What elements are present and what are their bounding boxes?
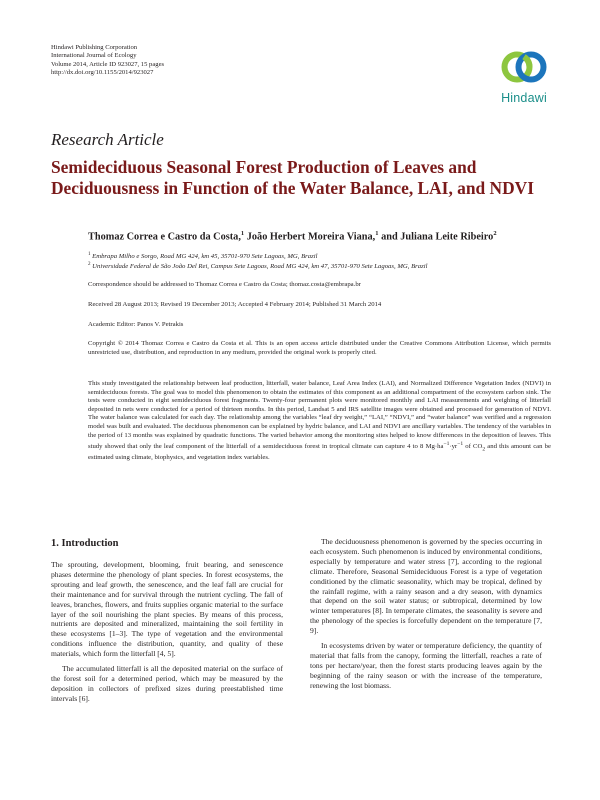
- copyright-notice: Copyright © 2014 Thomaz Correa e Castro da Costa et al. This is an open access article distributed under the Creative Commons Attribution License, which permits unrestricted use, distribution, and reproduction in any medium, provided the original work is properly cited.: [88, 340, 551, 356]
- abstract: [88, 380, 551, 463]
- title-line-1: Semideciduous Seasonal Forest Production of Leaves and: [51, 157, 477, 177]
- affiliation-1-text: Embrapa Milho e Sorgo, Road MG 424, km 45, 35701-970 Sete Lagoas, MG, Brazil: [92, 253, 318, 261]
- volume-info: Volume 2014, Article ID 923027, 15 pages: [51, 60, 165, 68]
- hindawi-logo: [496, 45, 552, 109]
- publisher-name: Hindawi Publishing Corporation: [51, 44, 138, 51]
- abstract-sup-1: −1: [443, 441, 450, 448]
- author-2-affil: 1: [375, 230, 379, 237]
- author-1: Thomaz Correa e Castro da Costa,: [88, 231, 241, 243]
- affiliation-1: [88, 252, 317, 260]
- abstract-sup-2: −1: [457, 441, 464, 448]
- right-column: [310, 537, 542, 691]
- left-paragraph-1: The sprouting, development, blooming, fruit bearing, and senescence phases determine the phenology of plant species. In forest ecosystems, the sprouting and leaf growth, the senescence, and the leaf fall are crucial for their maintenance and for survival through the nutrient cycling. The fall of leaves, branches, flowers, and fruits supplies organic material to the surface layer of the soil nourishing the plant species. By means of this process, nutrients are deposited and mineralized, maintaining the soil fertility in these ecosystems [1–3]. The type of vegetation and the environmental conditions influence the distribution, quantity, and quality of these materials, which form the litterfall [4, 5].: [51, 560, 283, 659]
- abstract-text-3: and this amount can be estimated using climate, biophysics, and vegetation index variables.: [88, 443, 551, 462]
- hindawi-logo-icon: [496, 45, 552, 91]
- left-paragraph-2: The accumulated litterfall is all the deposited material on the surface of the forest soil for a determined period, which may be measured by the deposition in collectors of prefixed sizes during preestablished time intervals [6].: [51, 664, 283, 703]
- right-paragraph-2: In ecosystems driven by water or temperature deficiency, the quantity of material that falls from the canopy, forming the litterfall, reaches a rate of tons per hectare/year, then the forest starts producing leaves again by the beginning of the rainy season or with the increase of the temperature, renewing the lost biomass.: [310, 641, 542, 690]
- journal-name: International Journal of Ecology: [51, 52, 137, 60]
- author-1-affil: 1: [240, 230, 245, 237]
- affiliation-2: [88, 262, 427, 270]
- affiliation-1-num: 1: [88, 252, 91, 257]
- author-2: João Herbert Moreira Viana,: [246, 231, 376, 243]
- affiliation-2-text: Universidade Federal de São João Del Rei, Campus Sete Lagoas, Road MG 424, km 47, 35701-970 Sete Lagoas, MG, Brazil: [92, 263, 428, 271]
- dates: Received 28 August 2013; Revised 19 December 2013; Accepted 4 February 2014; Published 31 March 2014: [88, 301, 382, 308]
- journal-header: [51, 44, 164, 78]
- paper-title: [51, 157, 571, 199]
- correspondence: Correspondence should be addressed to Thomaz Correa e Castro da Costa; thomaz.costa@embrapa.br: [88, 281, 361, 288]
- title-line-2: Deciduousness in Function of the Water Balance, LAI, and NDVI: [51, 178, 534, 198]
- affiliation-2-num: 2: [88, 262, 91, 267]
- academic-editor: Academic Editor: Panos V. Petrakis: [88, 321, 184, 328]
- section-introduction-title: 1. Introduction: [51, 538, 119, 549]
- abstract-sub: 2: [482, 446, 486, 453]
- right-paragraph-1: The deciduousness phenomenon is governed by the species occurring in each ecosystem. Such phenomenon is induced by environmental conditions, especially by temperature and water stress [7], according to the regional climate. Therefore, Seasonal Semideciduous Forest is a type of vegetation conditioned by the climatic seasonality, which may be tropical, defined by the rainfall regime, with a rainy season and a dry season, with dynamics that depend on the soil water status; or subtropical, determined by low winter temperatures [8]. In temperate climates, the seasonality is severe and the phenology of the species is forcefully dependent on the temperature [7, 9].: [310, 537, 542, 636]
- hindawi-wordmark: Hindawi: [501, 91, 547, 105]
- left-column: [51, 560, 283, 704]
- author-3: and Juliana Leite Ribeiro: [381, 231, 494, 243]
- doi-link[interactable]: http://dx.doi.org/10.1155/2014/923027: [51, 69, 154, 77]
- abstract-text-1: This study investigated the relationship between leaf production, litterfall, water balance, Leaf Area Index (LAI), and Normalized Difference Vegetation Index (NDVI) in semideciduous forests. The goal was to model this phenomenon to obtain the estimates of this component as an additional compartment of the ecosystem carbon sink. The tests were conducted in eight semideciduous forest fragments. Twenty-four permanent plots were monitored monthly and LAI measurements and weighing of litterfall deposited in nets were conducted for a period of thirteen months. In this period, Landsat 5 and IRS satellite images were obtained and processed for generation of NDVI. The water balance was calculated for each day. The relationship among the variables “leaf dry weight,” “LAI,” “NDVI,” and “water balance” was verified and a regression model was built and evaluated. The deciduous phenomenon can be explained by hydric balance, and LAI and NDVI are ancillary variables. The tendency of the variables in the period of 13 months was explained by quadratic functions. The varied behavior among the monitoring sites helped to know differences in the deposition of leaves. This study showed that only the leaf component of the litterfall of a semideciduous forest in tropical climate can capture 4 to 8 Mg·ha: [88, 380, 551, 451]
- author-3-affil: 2: [493, 230, 497, 237]
- author-list: [88, 230, 497, 242]
- article-type: Research Article: [51, 130, 164, 149]
- abstract-text-mid: ·yr: [449, 443, 458, 451]
- abstract-text-2: of CO: [463, 443, 483, 451]
